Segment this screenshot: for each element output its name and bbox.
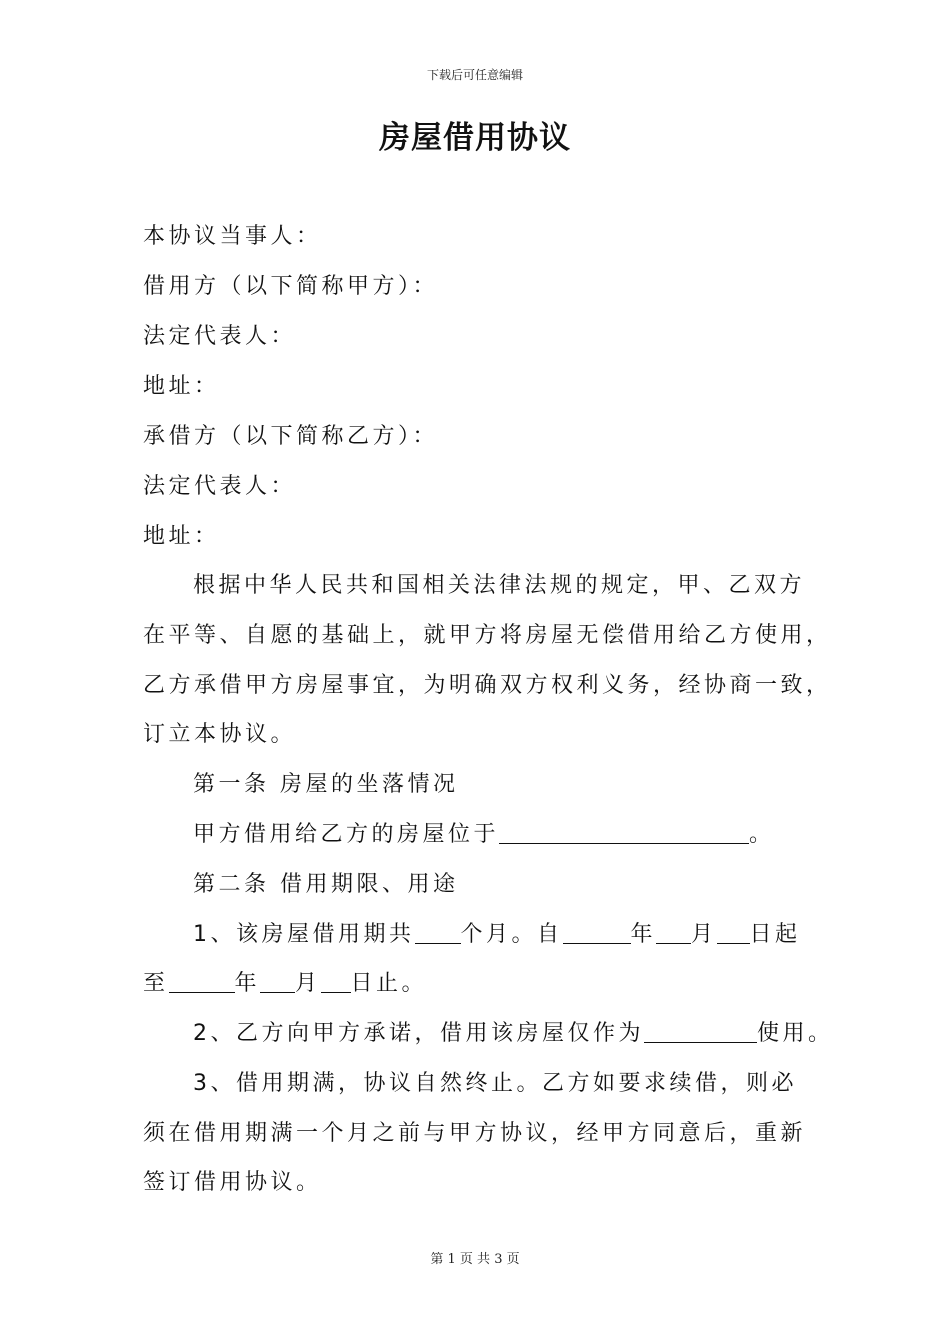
article-1-heading: 第一条 房屋的坐落情况 xyxy=(193,772,459,797)
header-note: 下载后可任意编辑 xyxy=(426,68,523,82)
party-a-address-line: 地址： xyxy=(143,374,220,399)
preamble-line-2: 在平等、自愿的基础上，就甲方将房屋无偿借用给乙方使用， xyxy=(143,623,832,648)
clause-text: 使用。 xyxy=(757,1021,834,1046)
article-2-heading: 第二条 借用期限、用途 xyxy=(193,872,459,897)
article-1-label: 甲方借用给乙方的房屋位于 xyxy=(193,822,500,847)
clause-text: 月 xyxy=(691,922,717,947)
party-b-rep-line: 法定代表人： xyxy=(143,474,297,499)
clause-text: 1、该房屋借用期共 xyxy=(193,922,415,947)
purpose-blank xyxy=(644,1020,757,1043)
page-footer: 第 1 页 共 3 页 xyxy=(430,1252,520,1267)
months-blank xyxy=(415,921,461,944)
preamble-line-3: 乙方承借甲方房屋事宜，为明确双方权利义务，经协商一致， xyxy=(143,673,832,698)
clause-2-1-line-2 xyxy=(143,969,427,999)
clause-text: 至 xyxy=(143,971,169,996)
clause-text: 日止。 xyxy=(350,971,428,996)
article-1-text xyxy=(193,820,775,850)
end-year-blank xyxy=(169,970,235,993)
clause-2-1-line-1 xyxy=(193,920,801,950)
clause-text: 年 xyxy=(234,971,261,996)
clause-2-2 xyxy=(193,1019,834,1049)
clause-text: 2、乙方向甲方承诺，借用该房屋仅作为 xyxy=(193,1021,644,1046)
clause-text: 日起 xyxy=(749,922,801,947)
location-blank xyxy=(499,821,749,844)
clause-text: 月 xyxy=(295,971,321,996)
clause-2-3-line-3: 签订借用协议。 xyxy=(143,1170,322,1195)
party-a-rep-line: 法定代表人： xyxy=(143,324,297,349)
clause-2-3-line-2: 须在借用期满一个月之前与甲方协议，经甲方同意后，重新 xyxy=(143,1121,807,1146)
party-b-address-line: 地址： xyxy=(143,524,220,549)
start-day-blank xyxy=(717,921,750,944)
clause-text: 个月。自 xyxy=(460,922,563,947)
preamble-line-1: 根据中华人民共和国相关法律法规的规定，甲、乙双方 xyxy=(193,573,806,598)
parties-intro: 本协议当事人： xyxy=(143,224,322,249)
party-a-line: 借用方（以下简称甲方）： xyxy=(143,274,439,299)
clause-2-3-line-1: 3、借用期满，协议自然终止。乙方如要求续借，则必 xyxy=(193,1071,797,1096)
party-b-line: 承借方（以下简称乙方）： xyxy=(143,424,439,449)
end-month-blank xyxy=(260,970,295,993)
end-day-blank xyxy=(321,970,351,993)
document-title: 房屋借用协议 xyxy=(379,120,571,156)
clause-text: 年 xyxy=(630,922,657,947)
start-year-blank xyxy=(563,921,631,944)
article-1-end: 。 xyxy=(749,822,775,847)
preamble-line-4: 订立本协议。 xyxy=(143,722,297,747)
start-month-blank xyxy=(656,921,691,944)
